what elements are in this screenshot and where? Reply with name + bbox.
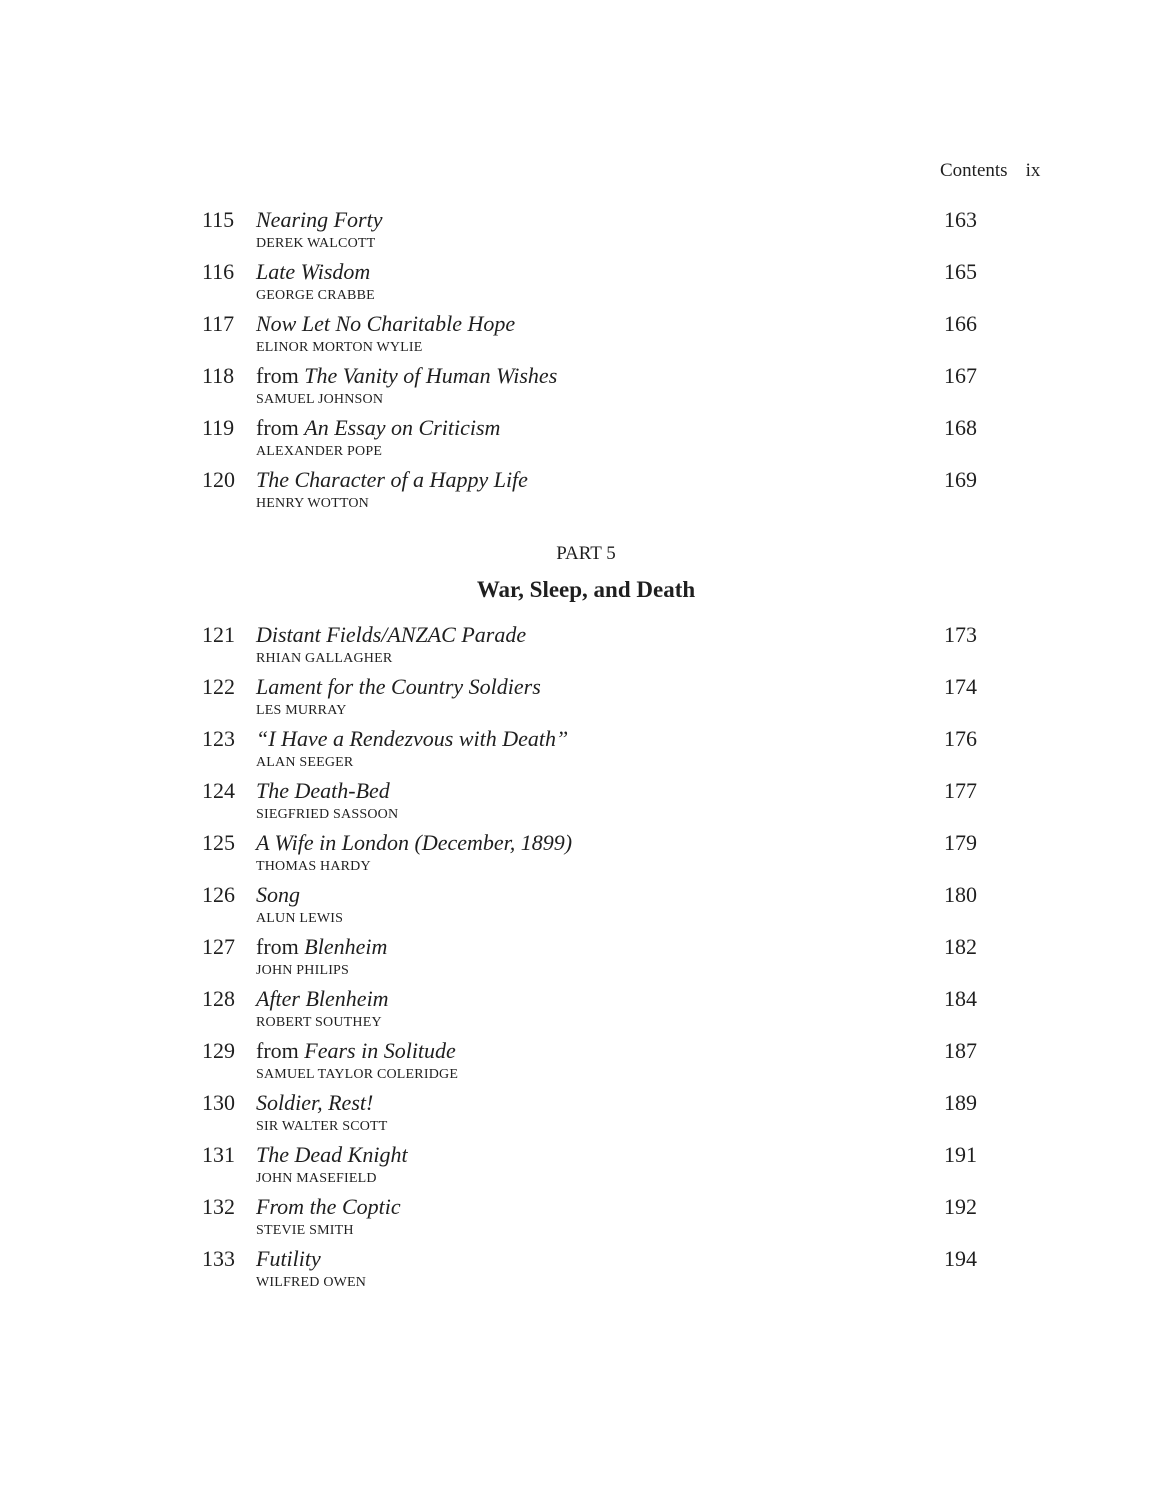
title-prefix: from	[256, 1038, 305, 1063]
title-text: “I Have a Rendezvous with Death”	[256, 726, 569, 751]
entry-title	[256, 1246, 321, 1272]
entry-page-number: 165	[944, 259, 977, 284]
entry-number: 130	[202, 1090, 235, 1115]
entry-title	[256, 207, 383, 233]
title-text: The Vanity of Human Wishes	[304, 363, 558, 388]
entry-page-number: 191	[944, 1142, 977, 1167]
entry-number: 115	[202, 207, 235, 232]
entry-number: 128	[202, 986, 235, 1011]
entry-page-number: 184	[944, 986, 977, 1011]
toc-entry[interactable]	[0, 778, 1172, 830]
toc-entry[interactable]	[0, 467, 1172, 519]
toc-entry[interactable]	[0, 1090, 1172, 1142]
entry-author: SIEGFRIED SASSOON	[256, 807, 399, 822]
entry-number: 133	[202, 1246, 235, 1271]
toc-entry[interactable]	[0, 1194, 1172, 1246]
entry-title	[256, 311, 515, 337]
entry-author: HENRY WOTTON	[256, 496, 369, 511]
entry-page-number: 194	[944, 1246, 977, 1271]
title-prefix: from	[256, 934, 305, 959]
entry-author: THOMAS HARDY	[256, 859, 371, 874]
running-head	[940, 160, 1040, 182]
entry-page-number: 177	[944, 778, 977, 803]
entry-number: 131	[202, 1142, 235, 1167]
entry-number: 118	[202, 363, 235, 388]
entry-author: SAMUEL TAYLOR COLERIDGE	[256, 1067, 459, 1082]
entry-author: STEVIE SMITH	[256, 1223, 354, 1238]
title-text: Futility	[256, 1246, 321, 1271]
entry-page-number: 180	[944, 882, 977, 907]
entry-title	[256, 934, 387, 960]
title-text: Nearing Forty	[256, 207, 383, 232]
toc-entry[interactable]	[0, 674, 1172, 726]
entry-number: 119	[202, 415, 235, 440]
toc-entry[interactable]	[0, 882, 1172, 934]
title-text: Blenheim	[304, 934, 388, 959]
entry-page-number: 174	[944, 674, 977, 699]
toc-list-part-5	[0, 622, 1172, 1298]
entry-title	[256, 726, 568, 752]
title-text: Distant Fields/ANZAC Parade	[256, 622, 527, 647]
title-text: Lament for the Country Soldiers	[256, 674, 541, 699]
title-text: Song	[256, 882, 300, 907]
entry-page-number: 179	[944, 830, 977, 855]
entry-author: LES MURRAY	[256, 703, 347, 718]
entry-title	[256, 259, 370, 285]
part-label: PART 5	[556, 543, 616, 564]
entry-page-number: 169	[944, 467, 977, 492]
toc-entry[interactable]	[0, 1246, 1172, 1298]
entry-author: ELINOR MORTON WYLIE	[256, 340, 423, 355]
entry-title	[256, 415, 500, 441]
entry-number: 126	[202, 882, 235, 907]
entry-page-number: 166	[944, 311, 977, 336]
toc-entry[interactable]	[0, 1142, 1172, 1194]
entry-number: 122	[202, 674, 235, 699]
title-text: A Wife in London (December, 1899)	[256, 830, 573, 855]
entry-author: DEREK WALCOTT	[256, 236, 376, 251]
toc-entry[interactable]	[0, 622, 1172, 674]
entry-author: SAMUEL JOHNSON	[256, 392, 384, 407]
entry-number: 121	[202, 622, 235, 647]
toc-list-part-4	[0, 207, 1172, 519]
entry-number: 123	[202, 726, 235, 751]
toc-entry[interactable]	[0, 986, 1172, 1038]
toc-entry[interactable]	[0, 259, 1172, 311]
entry-page-number: 192	[944, 1194, 977, 1219]
title-text: The Character of a Happy Life	[256, 467, 528, 492]
entry-title	[256, 1142, 408, 1168]
toc-entry[interactable]	[0, 726, 1172, 778]
entry-author: ALEXANDER POPE	[256, 444, 383, 459]
entry-title	[256, 467, 528, 493]
title-text: Now Let No Charitable Hope	[256, 311, 516, 336]
entry-author: RHIAN GALLAGHER	[256, 651, 393, 666]
entry-author: WILFRED OWEN	[256, 1275, 367, 1290]
toc-entry[interactable]	[0, 934, 1172, 986]
entry-author: ROBERT SOUTHEY	[256, 1015, 382, 1030]
entry-number: 120	[202, 467, 235, 492]
entry-author: JOHN MASEFIELD	[256, 1171, 377, 1186]
entry-author: GEORGE CRABBE	[256, 288, 375, 303]
entry-title	[256, 363, 557, 389]
entry-page-number: 189	[944, 1090, 977, 1115]
entry-author: ALUN LEWIS	[256, 911, 344, 926]
entry-page-number: 187	[944, 1038, 977, 1063]
title-text: Fears in Solitude	[304, 1038, 456, 1063]
entry-author: SIR WALTER SCOTT	[256, 1119, 388, 1134]
title-prefix: from	[256, 363, 305, 388]
entry-number: 117	[202, 311, 235, 336]
entry-number: 132	[202, 1194, 235, 1219]
entry-title	[256, 1090, 373, 1116]
entry-number: 125	[202, 830, 235, 855]
entry-title	[256, 1038, 456, 1064]
entry-number: 127	[202, 934, 235, 959]
entry-number: 124	[202, 778, 235, 803]
entry-number: 116	[202, 259, 235, 284]
entry-title	[256, 674, 541, 700]
entry-title	[256, 882, 300, 908]
part-title: War, Sleep, and Death	[476, 577, 696, 602]
title-prefix: from	[256, 415, 305, 440]
page-folio: ix	[1025, 160, 1041, 181]
entry-title	[256, 830, 572, 856]
toc-entry[interactable]	[0, 311, 1172, 363]
entry-number: 129	[202, 1038, 235, 1063]
title-text: Late Wisdom	[256, 259, 371, 284]
entry-page-number: 167	[944, 363, 977, 388]
entry-title	[256, 986, 389, 1012]
entry-author: ALAN SEEGER	[256, 755, 354, 770]
entry-author: JOHN PHILIPS	[256, 963, 350, 978]
entry-title	[256, 622, 526, 648]
entry-title	[256, 778, 390, 804]
title-text: After Blenheim	[256, 986, 389, 1011]
entry-page-number: 168	[944, 415, 977, 440]
entry-page-number: 173	[944, 622, 977, 647]
title-text: The Dead Knight	[256, 1142, 408, 1167]
entry-page-number: 176	[944, 726, 977, 751]
title-text: Soldier, Rest!	[256, 1090, 374, 1115]
toc-entry[interactable]	[0, 830, 1172, 882]
title-text: From the Coptic	[256, 1194, 401, 1219]
toc-entry[interactable]	[0, 207, 1172, 259]
title-text: The Death-Bed	[256, 778, 390, 803]
toc-entry[interactable]	[0, 415, 1172, 467]
title-text: An Essay on Criticism	[304, 415, 501, 440]
entry-title	[256, 1194, 401, 1220]
entry-page-number: 163	[944, 207, 977, 232]
running-head-label: Contents	[940, 160, 1008, 181]
entry-page-number: 182	[944, 934, 977, 959]
toc-entry[interactable]	[0, 363, 1172, 415]
toc-entry[interactable]	[0, 1038, 1172, 1090]
